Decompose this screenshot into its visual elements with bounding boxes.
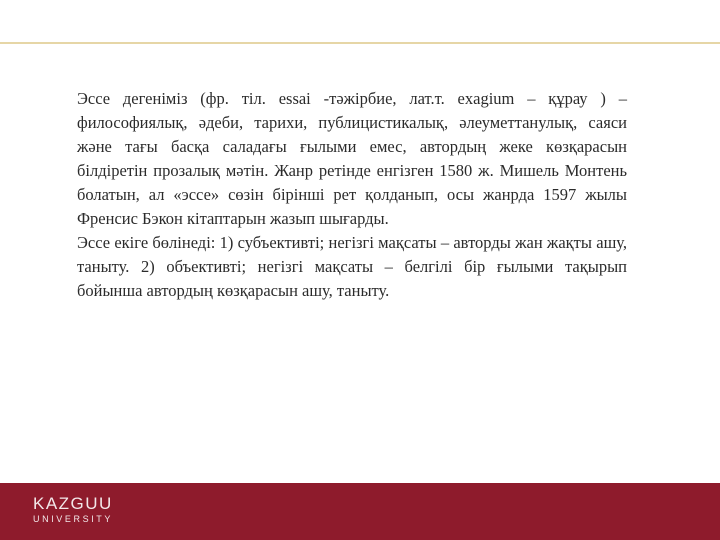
logo-sub-text: UNIVERSITY (33, 514, 114, 524)
top-divider (0, 42, 720, 44)
paragraph-types: Эссе екіге бөлінеді: 1) субъективті; негізгі мақсаты – авторды жан жақты ашу, таныту. 2) объективті; негізгі мақсаты – белгілі бір ғылыми тақырып бойынша автордың көзқарасын ашу, таныту. (77, 233, 627, 300)
text-content (77, 87, 627, 303)
logo-main-text: KAZGUU (33, 494, 113, 513)
paragraph-definition: Эссе дегеніміз (фр. тіл. essai -тәжірбие, лат.т. exagium – құрау ) – философиялық, әдеби, тарихи, публицистикалық, әлеуметтанулық, саяси және тағы басқа саладағы ғылыми емес, автордың жеке көзқарасын білдіретін прозалық мәтін. Жанр ретінде енгізген 1580 ж. Мишель Монтень болатын, ал «эссе» сөзін бірінші рет қолданып, осы жанрда 1597 жылы Френсис Бэкон кітаптарын жазып шығарды. (77, 89, 627, 228)
kazguu-logo (33, 495, 113, 524)
